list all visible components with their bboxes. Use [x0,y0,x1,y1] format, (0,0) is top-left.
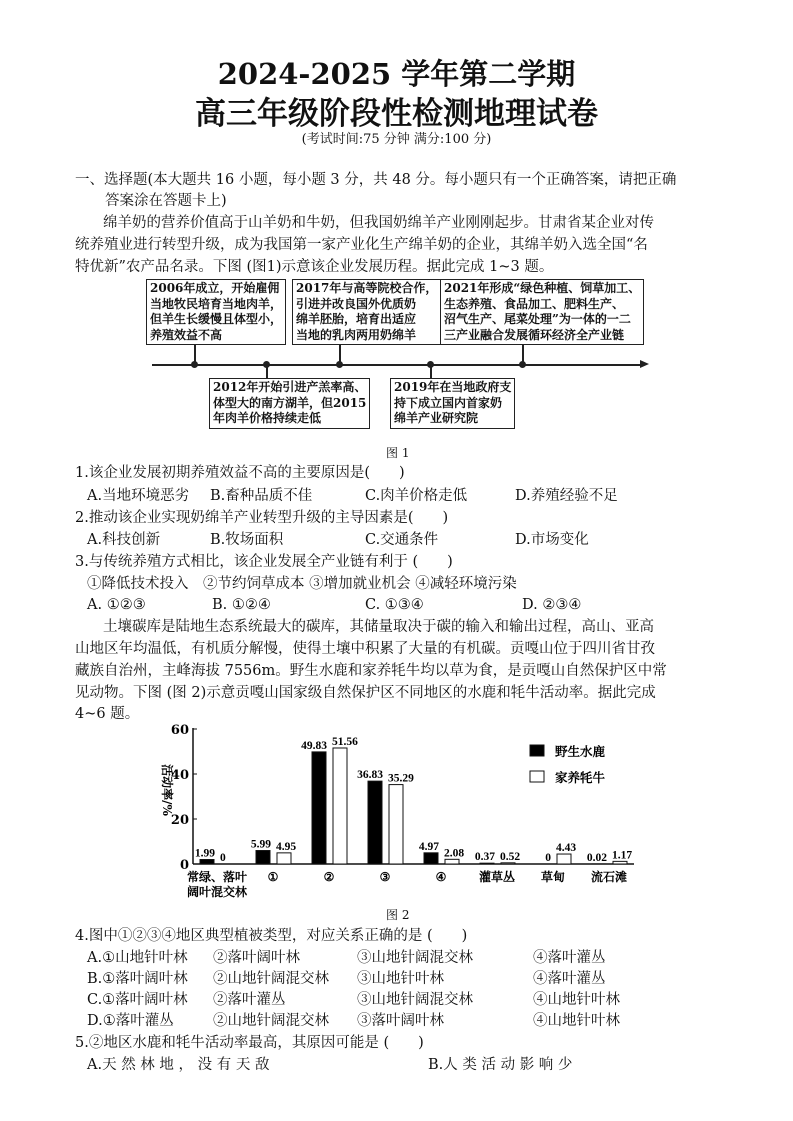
q1-option-c: C.肉羊价格走低 [365,488,468,504]
bar-deer [480,863,494,864]
q4-option-a-part: ③山地针阔混交林 [357,950,473,966]
q4-option-c-part: ②落叶灌丛 [213,992,286,1008]
passage1-line: 绵羊奶的营养价值高于山羊奶和牛奶，但我国奶绵羊产业刚刚起步。甘肃省某企业对传 [103,215,654,231]
figure2-caption: 图 2 [386,908,410,922]
x-category-label: ④ [435,870,447,884]
passage1-line: 特优新”农产品名录。下图 (图1)示意该企业发展历程。据此完成 1~3 题。 [75,259,554,275]
bar-yak [333,748,347,864]
bar-deer [312,752,326,864]
q2-option-d: D.市场变化 [515,532,589,548]
passage1-line: 统养殖业进行转型升级，成为我国第一家产业化生产绵羊奶的企业，其绵羊奶入选全国“名 [75,237,648,253]
bar-value-label: 35.29 [388,772,414,785]
bar-deer [200,860,214,864]
timeline-event-2006: 2006年成立，开始雇佣 当地牧民培育当地肉羊， 但羊生长缓慢且体型小， 养殖效益不高 [146,279,286,345]
q4-option-a-part: ④落叶灌丛 [533,950,606,966]
legend-label: 野生水鹿 [555,744,606,759]
q5-option-b: B.人 类 活 动 影 响 少 [428,1057,573,1073]
x-category-label: 常绿、落叶 [186,870,248,884]
q4-option-d-part: ②山地针阔混交林 [213,1013,329,1029]
q2-option-c: C.交通条件 [365,532,439,548]
bar-value-label: 0 [545,852,551,864]
bar-value-label: 49.83 [301,739,327,752]
bar-value-label: 0.37 [474,851,495,864]
q3-option-d: D. ②③④ [522,597,582,613]
q4-option-a-part: A.①山地针叶林 [87,950,188,966]
timeline-event-2019: 2019年在当地政府支 持下成立国内首家奶 绵羊产业研究院 [390,378,515,429]
exam-title: 高三年级阶段性检测地理试卷 [195,96,598,132]
timeline-event-2017: 2017年与高等院校合作， 引进并改良国外优质奶 绵羊胚胎，培育出适应 当地的乳肉两用奶绵羊 [292,279,441,345]
legend-swatch [530,771,544,782]
q3-option-b: B. ①②④ [212,597,271,613]
bar-value-label: 0.02 [586,851,607,864]
bar-value-label: 4.43 [556,842,577,855]
q1-option-b: B.畜种品质不佳 [210,488,313,504]
y-tick-label: 0 [179,858,189,873]
bar-value-label: 4.97 [418,840,439,853]
bar-value-label: 1.99 [194,847,215,860]
question-5: 5.②地区水鹿和牦牛活动率最高，其原因可能是 ( ) [75,1035,424,1051]
bar-value-label: 4.95 [276,840,297,853]
q4-option-c-part: C.①落叶阔叶林 [87,992,188,1008]
bar-value-label: 0.52 [500,850,521,863]
q4-option-b-part: ④落叶灌丛 [533,971,606,987]
bar-yak [501,863,515,864]
bar-deer [424,853,438,864]
bar-value-label: 0 [220,852,226,864]
q4-option-c-part: ④山地针叶林 [533,992,620,1008]
q3-items: ①降低技术投入 ②节约饲草成本 ③增加就业机会 ④减轻环境污染 [87,576,517,592]
exam-info: (考试时间:75 分钟 满分:100 分) [301,132,492,147]
bar-value-label: 1.17 [612,849,633,862]
bar-yak [557,854,571,864]
x-category-label: ② [323,870,335,884]
q1-option-a: A.当地环境恶劣 [87,488,190,504]
section-heading: 一、选择题(本大题共 16 小题，每小题 3 分，共 48 分。每小题只有一个正确答案，请把正确 [75,172,677,188]
question-2: 2.推动该企业实现奶绵羊产业转型升级的主导因素是( ) [75,510,449,526]
y-axis-label: 活动率/% [160,764,174,816]
bar-deer [368,781,382,864]
q4-option-d-part: ③落叶阔叶林 [357,1013,444,1029]
timeline-event-2021: 2021年形成“绿色种植、饲草加工、 生态养殖、食品加工、肥料生产、 沼气生产、尾菜处理”为一体的一二 三产业融合发展循环经济全产业链 [440,279,644,345]
timeline-event-2012: 2012年开始引进产羔率高、 体型大的南方湖羊，但2015 年肉羊价格持续走低 [209,378,370,429]
x-category-label: 草甸 [540,870,566,884]
figure1-caption: 图 1 [386,446,410,460]
passage2-line: 山地区年均温低，有机质分解慢，使得土壤中积累了大量的有机碳。贡嘎山位于四川省甘孜 [75,641,655,657]
x-category-label: 灌草丛 [478,870,516,884]
q4-option-b-part: B.①落叶阔叶林 [87,971,188,987]
q4-option-b-part: ②山地针阔混交林 [213,971,329,987]
q4-option-d-part: D.①落叶灌丛 [87,1013,174,1029]
bar-yak [613,861,627,864]
x-category-label: ③ [379,870,391,884]
question-3: 3.与传统养殖方式相比，该企业发展全产业链有利于 ( ) [75,554,453,570]
bar-value-label: 5.99 [250,838,271,851]
y-tick-label: 60 [170,723,189,738]
bar-yak [277,853,291,864]
bar-yak [445,859,459,864]
y-tick-label: 20 [170,813,189,828]
q4-option-a-part: ②落叶阔叶林 [213,950,300,966]
q4-option-b-part: ③山地针叶林 [357,971,444,987]
y-tick-label: 40 [170,768,189,783]
question-4: 4.图中①②③④地区典型植被类型，对应关系正确的是 ( ) [75,928,468,944]
bar-value-label: 2.08 [444,847,465,860]
bar-deer [256,851,270,864]
passage2-line: 4~6 题。 [75,706,140,722]
q5-option-a: A.天 然 林 地 ， 没 有 天 敌 [87,1057,270,1073]
passage2-line: 土壤碳库是陆地生态系统最大的碳库，其储量取决于碳的输入和输出过程，高山、亚高 [103,619,654,635]
legend-label: 家养牦牛 [555,770,606,785]
bar-value-label: 36.83 [357,769,383,782]
passage2-line: 见动物。下图 (图 2)示意贡嘎山国家级自然保护区不同地区的水鹿和牦牛活动率。据此完成 [75,685,656,701]
x-category-label: ① [267,870,279,884]
q4-option-d-part: ④山地针叶林 [533,1013,620,1029]
q2-option-b: B.牧场面积 [210,532,284,548]
x-category-label: 阔叶混交林 [186,885,248,899]
q2-option-a: A.科技创新 [87,532,161,548]
q4-option-c-part: ③山地针阔混交林 [357,992,473,1008]
passage2-line: 藏族自治州，主峰海拔 7556m。野生水鹿和家养牦牛均以草为食，是贡嘎山自然保护区中常 [75,663,667,679]
bar-value-label: 51.56 [332,735,358,748]
exam-term: 2024-2025 学年第二学期 [217,57,576,91]
q1-option-d: D.养殖经验不足 [515,488,618,504]
bar-yak [389,785,403,864]
question-1: 1.该企业发展初期养殖效益不高的主要原因是( ) [75,465,405,481]
q3-option-a: A. ①②③ [87,597,146,613]
section-heading-cont: 答案涂在答题卡上) [105,193,227,209]
q3-option-c: C. ①③④ [365,597,424,613]
legend-swatch [530,745,544,756]
x-category-label: 流石滩 [590,870,628,884]
